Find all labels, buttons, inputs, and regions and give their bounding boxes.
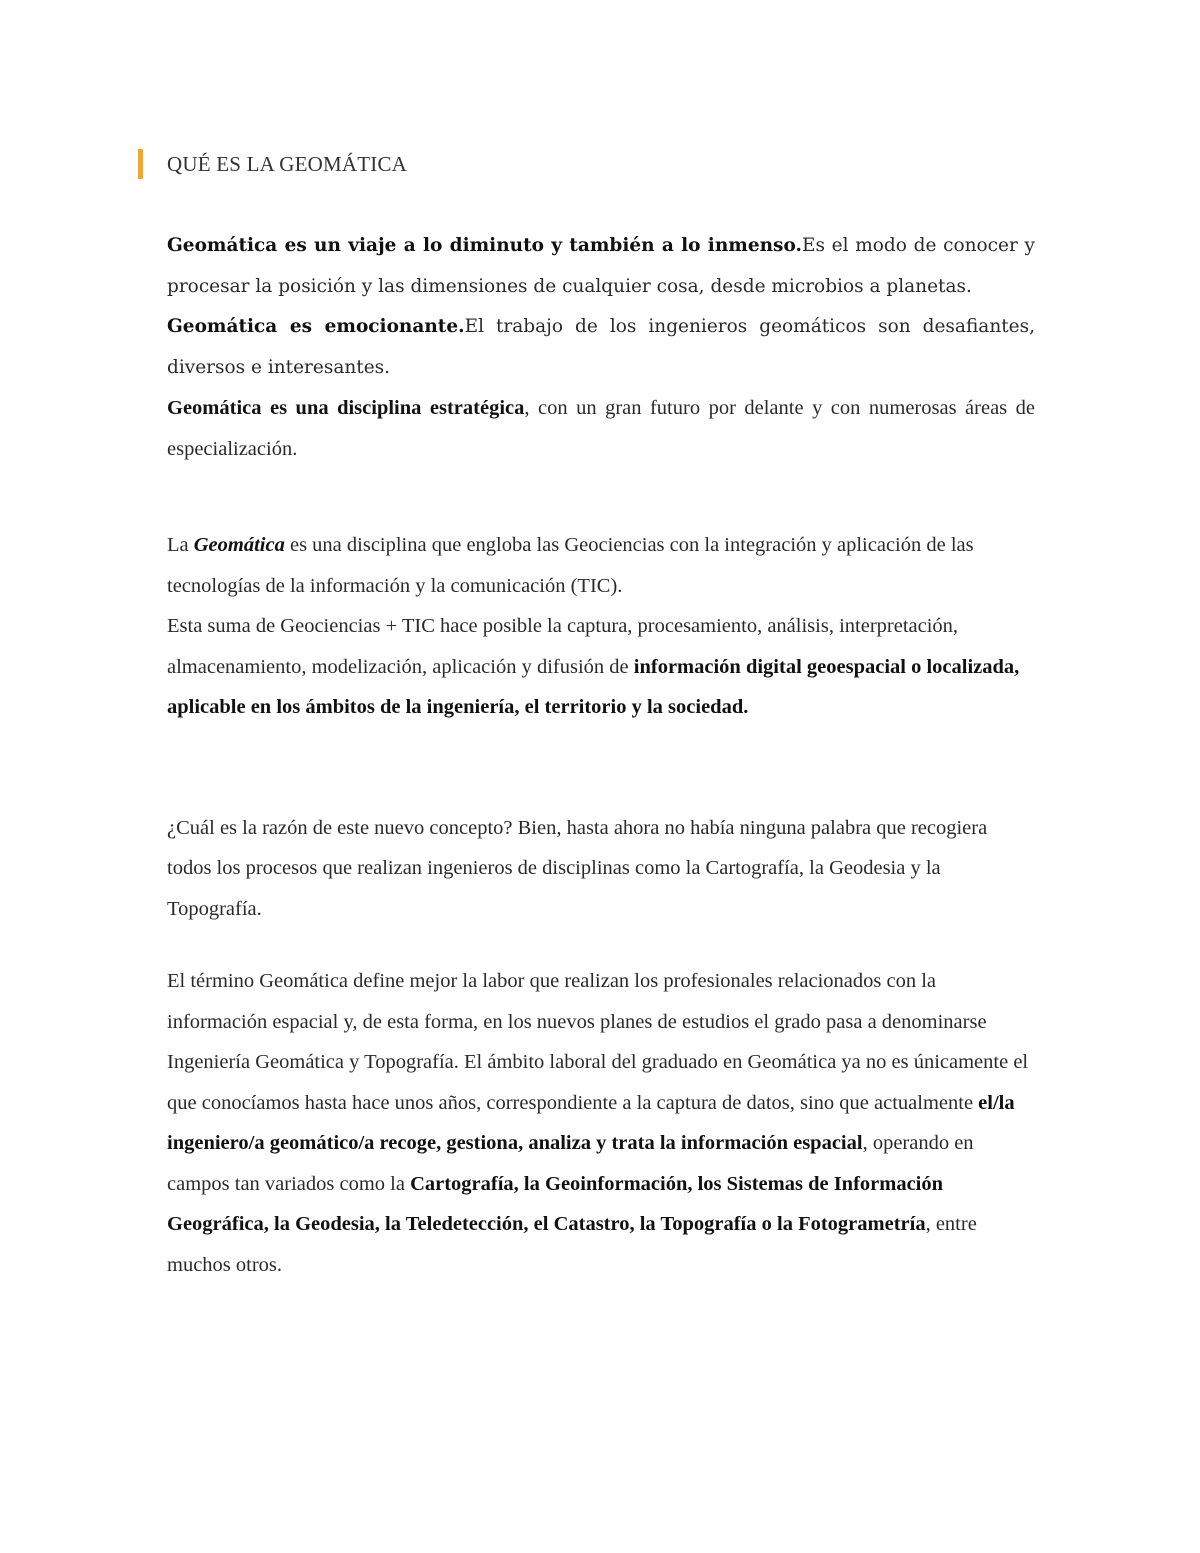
intro-text-2: El trabajo de los ingenieros geomáticos son desafiantes, diversos e interesantes. xyxy=(167,316,1035,378)
reason-paragraph: ¿Cuál es la razón de este nuevo concepto? Bien, hasta ahora no había ninguna palabra que recogiera todos los procesos que realizan ingenieros de disciplinas como la Cartografía, la Geodesia y la Topografía. xyxy=(167,816,988,920)
definition-bold-2: información digital geoespacial o localizada, aplicable en los ámbitos de la ingeniería, el territorio y la sociedad. xyxy=(167,655,1020,718)
definition-paragraph-2 xyxy=(167,606,1035,728)
section-heading xyxy=(138,148,407,180)
definition-text-post: es una disciplina que engloba las Geociencias con la integración y aplicación de las tecnologías de la información y la comunicación (TIC). xyxy=(167,534,974,597)
term-bold-1: el/la ingeniero/a geomático/a recoge, gestiona, analiza y trata la información espacial xyxy=(167,1091,1015,1154)
term-text-1: El término Geomática define mejor la labor que realizan los profesionales relacionados con la información espacial y, de esta forma, en los nuevos planes de estudios el grado pasa a denominarse Ingeniería Geomática y Topografía. El ámbito laboral del graduado en Geomática ya no es únicamente el que conocíamos hasta hace unos años, correspondiente a la captura de datos, sino que actualmente xyxy=(167,970,1029,1114)
term-text-3: , entre muchos otros. xyxy=(167,1213,977,1276)
term-text-2: , operando en campos tan variados como la xyxy=(167,1132,974,1195)
page-title: QUÉ ES LA GEOMÁTICA xyxy=(167,151,408,176)
definition-text-2: Esta suma de Geociencias + TIC hace posible la captura, procesamiento, análisis, interpretación, almacenamiento, modelización, aplicación y difusión de xyxy=(167,615,959,678)
intro-text-3: , con un gran futuro por delante y con numerosas áreas de especialización. xyxy=(167,397,1035,460)
definition-emphasis: Geomática xyxy=(193,534,285,556)
definition-text-pre: La xyxy=(167,534,194,556)
intro-paragraph-1 xyxy=(167,226,1035,307)
intro-bold-2: Geomática es emocionante. xyxy=(167,316,465,337)
intro-bold-3: Geomática es una disciplina estratégica xyxy=(167,397,525,419)
intro-paragraph-3 xyxy=(167,388,1035,469)
intro-paragraph-2 xyxy=(167,307,1035,388)
definition-paragraph-1 xyxy=(167,525,1035,606)
intro-bold-1: Geomática es un viaje a lo diminuto y también a lo inmenso. xyxy=(167,235,802,256)
heading-accent-bar xyxy=(138,149,143,179)
document-body xyxy=(167,226,1035,1285)
term-paragraph xyxy=(167,961,1035,1285)
term-bold-2: Cartografía, la Geoinformación, los Sistemas de Información Geográfica, la Geodesia, la Teledetección, el Catastro, la Topografía o la Fotogrametría xyxy=(167,1172,944,1235)
intro-text-1: Es el modo de conocer y procesar la posición y las dimensiones de cualquier cosa, desde microbios a planetas. xyxy=(167,235,1036,297)
